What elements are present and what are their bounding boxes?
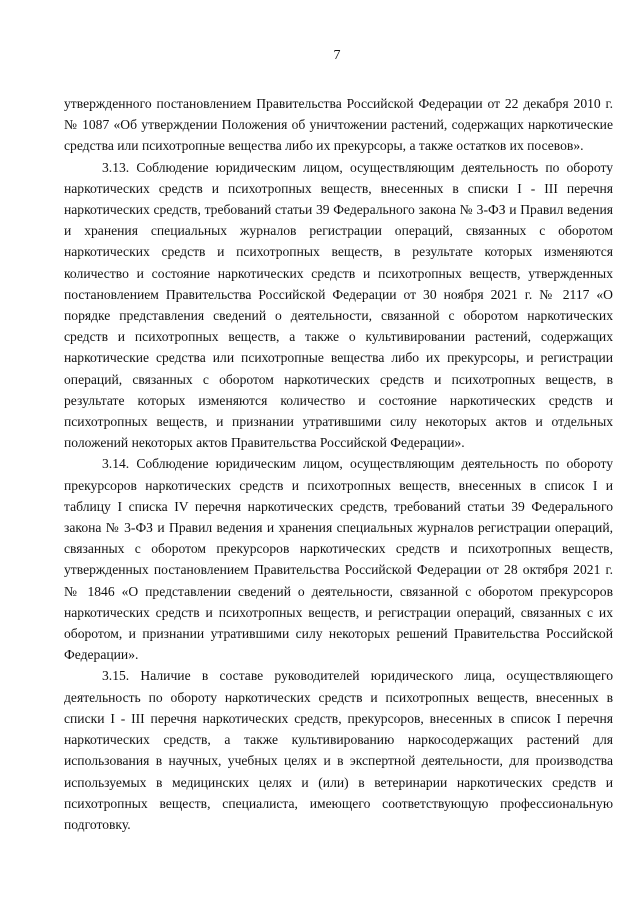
paragraph-3-13: 3.13. Соблюдение юридическим лицом, осуществляющим деятельность по обороту наркотических средств и психотропных веществ, внесенных в списки I - III перечня наркотических средств, требований статьи 39 Федерального закона № 3-ФЗ и Правил ведения и хранения специальных журналов регистрации операций, связанных с оборотом наркотических средств и психотропных веществ, в результате которых изменяются количество и состояние наркотических средств и психотропных веществ, утвержденных постановлением Правительства Российской Федерации от 30 ноября 2021 г. № 2117 «О порядке представления сведений о деятельности, связанной с оборотом наркотических средств и психотропных веществ, а также о культивировании растений, содержащих наркотические средства или психотропные вещества либо их прекурсоры, и регистрации операций, связанных с оборотом наркотических средств и психотропных веществ, в результате которых изменяются количество и состояние наркотических средств и психотропных веществ, и признании утратившими силу некоторых актов и отдельных положений некоторых актов Правительства Российской Федерации». [64,159,613,451]
document-body [64,93,613,835]
paragraph-3-14: 3.14. Соблюдение юридическим лицом, осуществляющим деятельность по обороту прекурсоров наркотических средств и психотропных веществ, внесенных в список I и таблицу I списка IV перечня наркотических средств, требований статьи 39 Федерального закона № 3-ФЗ и Правил ведения и хранения специальных журналов регистрации операций, связанных с оборотом прекурсоров наркотических средств и психотропных веществ, утвержденных постановлением Правительства Российской Федерации от 28 октября 2021 г. № 1846 «О представлении сведений о деятельности, связанной с оборотом прекурсоров наркотических средств и психотропных веществ, и регистрации операций, связанных с их оборотом, и признании утратившими силу некоторых решений Правительства Российской Федерации». [64,456,613,663]
paragraph-3-15: 3.15. Наличие в составе руководителей юридического лица, осуществляющего деятельность по обороту наркотических средств и психотропных веществ, внесенных в списки I - III перечня наркотических средств, прекурсоров, внесенных в список I перечня наркотических средств, а также культивированию наркосодержащих растений для использования в научных, учебных целях и в экспертной деятельности, для производства используемых в медицинских целях и (или) в ветеринарии наркотических средств и психотропных веществ, специалиста, имеющего соответствующую профессиональную подготовку. [64,668,613,832]
page-number: 7 [333,48,341,63]
paragraph-continuation: утвержденного постановлением Правительства Российской Федерации от 22 декабря 2010 г. № 1087 «Об утверждении Положения об уничтожении растений, содержащих наркотические средства или психотропные вещества либо их прекурсоры, а также остатков их посевов». [64,96,613,154]
